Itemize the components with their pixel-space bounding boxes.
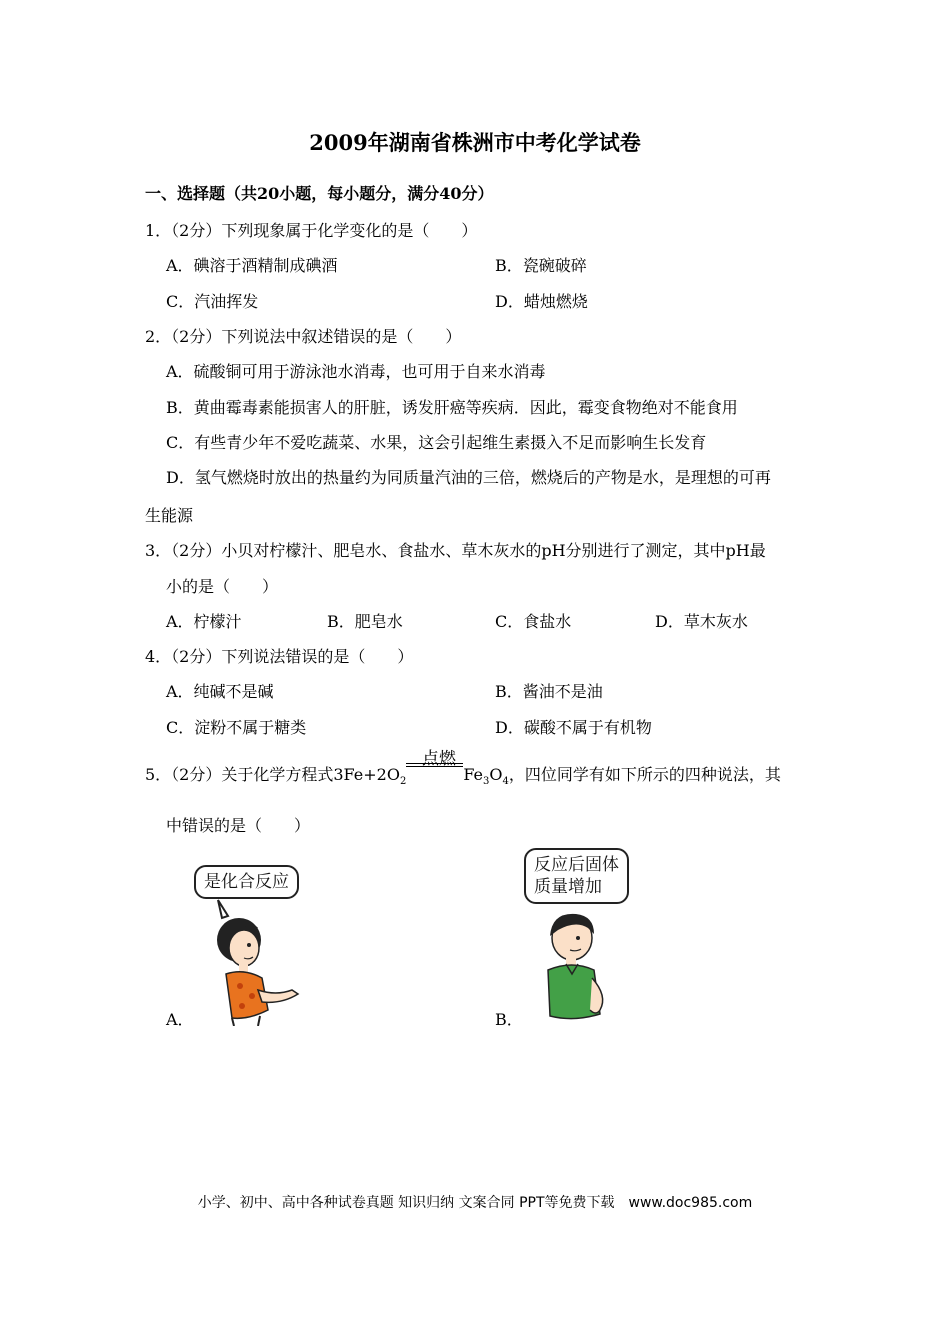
question-1-option-c: C．汽油挥发 bbox=[166, 292, 259, 311]
question-3-option-a: A．柠檬汁 bbox=[166, 612, 242, 631]
question-4-option-d: D．碳酸不属于有机物 bbox=[495, 718, 652, 737]
fe-subscript: 3 bbox=[483, 776, 490, 788]
question-1-option-a: A．碘溶于酒精制成碘酒 bbox=[166, 256, 338, 275]
question-3-option-b: B．肥皂水 bbox=[327, 612, 403, 631]
page-title: 2009年湖南省株洲市中考化学试卷 bbox=[309, 130, 641, 155]
boy-illustration-icon bbox=[536, 906, 618, 1024]
question-2-stem: 2．（2分）下列说法中叙述错误的是（ ） bbox=[145, 327, 462, 346]
question-4-option-c: C．淀粉不属于糖类 bbox=[166, 718, 307, 737]
question-5-stem-prefix: 5．（2分）关于化学方程式3Fe+2O bbox=[145, 765, 400, 784]
question-5-option-a: A． bbox=[166, 1010, 194, 1029]
question-2-option-b: B．黄曲霉毒素能损害人的肝脏，诱发肝癌等疾病．因此，霉变食物绝对不能食用 bbox=[166, 398, 738, 417]
reaction-condition: 点燃 bbox=[422, 749, 456, 769]
page-footer: 小学、初中、高中各种试卷真题 知识归纳 文案合同 PPT等免费下载 www.doc985.com bbox=[197, 1195, 753, 1211]
question-3-option-d: D．草木灰水 bbox=[655, 612, 748, 631]
question-3-stem-cont: 小的是（ ） bbox=[166, 577, 279, 596]
speech-bubble-a: 是化合反应 bbox=[194, 865, 299, 899]
question-4-stem: 4．（2分）下列说法错误的是（ ） bbox=[145, 647, 414, 666]
question-3-stem: 3．（2分）小贝对柠檬汁、肥皂水、食盐水、草木灰水的pH分别进行了测定，其中pH最 bbox=[145, 541, 766, 560]
question-1-option-b: B．瓷碗破碎 bbox=[495, 256, 587, 275]
speech-bubble-b-line1: 反应后固体 bbox=[534, 855, 619, 875]
question-4-option-a: A．纯碱不是碱 bbox=[166, 682, 274, 701]
speech-bubble-b-line2: 质量增加 bbox=[534, 877, 602, 897]
speech-bubble-b bbox=[524, 848, 629, 904]
o-subscript: 4 bbox=[502, 776, 509, 788]
question-5-option-b: B． bbox=[495, 1010, 523, 1029]
question-4-option-b: B．酱油不是油 bbox=[495, 682, 603, 701]
section-heading: 一、选择题（共20小题，每小题分，满分40分） bbox=[145, 184, 494, 203]
question-5-stem-cont: 中错误的是（ ） bbox=[166, 816, 311, 835]
question-2-option-d: D．氢气燃烧时放出的热量约为同质量汽油的三倍，燃烧后的产物是水，是理想的可再 bbox=[166, 468, 771, 487]
girl-illustration-icon bbox=[196, 898, 306, 1026]
o2-subscript: 2 bbox=[399, 776, 407, 788]
product-o: O bbox=[489, 765, 503, 784]
question-1-stem: 1．（2分）下列现象属于化学变化的是（ ） bbox=[145, 221, 478, 240]
question-5-stem-suffix: ，四位同学有如下所示的四种说法，其 bbox=[508, 765, 781, 784]
question-5-stem bbox=[145, 762, 781, 787]
product-fe: Fe bbox=[463, 765, 484, 784]
question-1-option-d: D．蜡烛燃烧 bbox=[495, 292, 588, 311]
question-2-option-c: C．有些青少年不爱吃蔬菜、水果，这会引起维生素摄入不足而影响生长发育 bbox=[166, 433, 707, 452]
question-3-option-c: C．食盐水 bbox=[495, 612, 572, 631]
question-2-option-a: A．硫酸铜可用于游泳池水消毒，也可用于自来水消毒 bbox=[166, 362, 546, 381]
question-2-option-d-cont: 生能源 bbox=[145, 506, 194, 525]
